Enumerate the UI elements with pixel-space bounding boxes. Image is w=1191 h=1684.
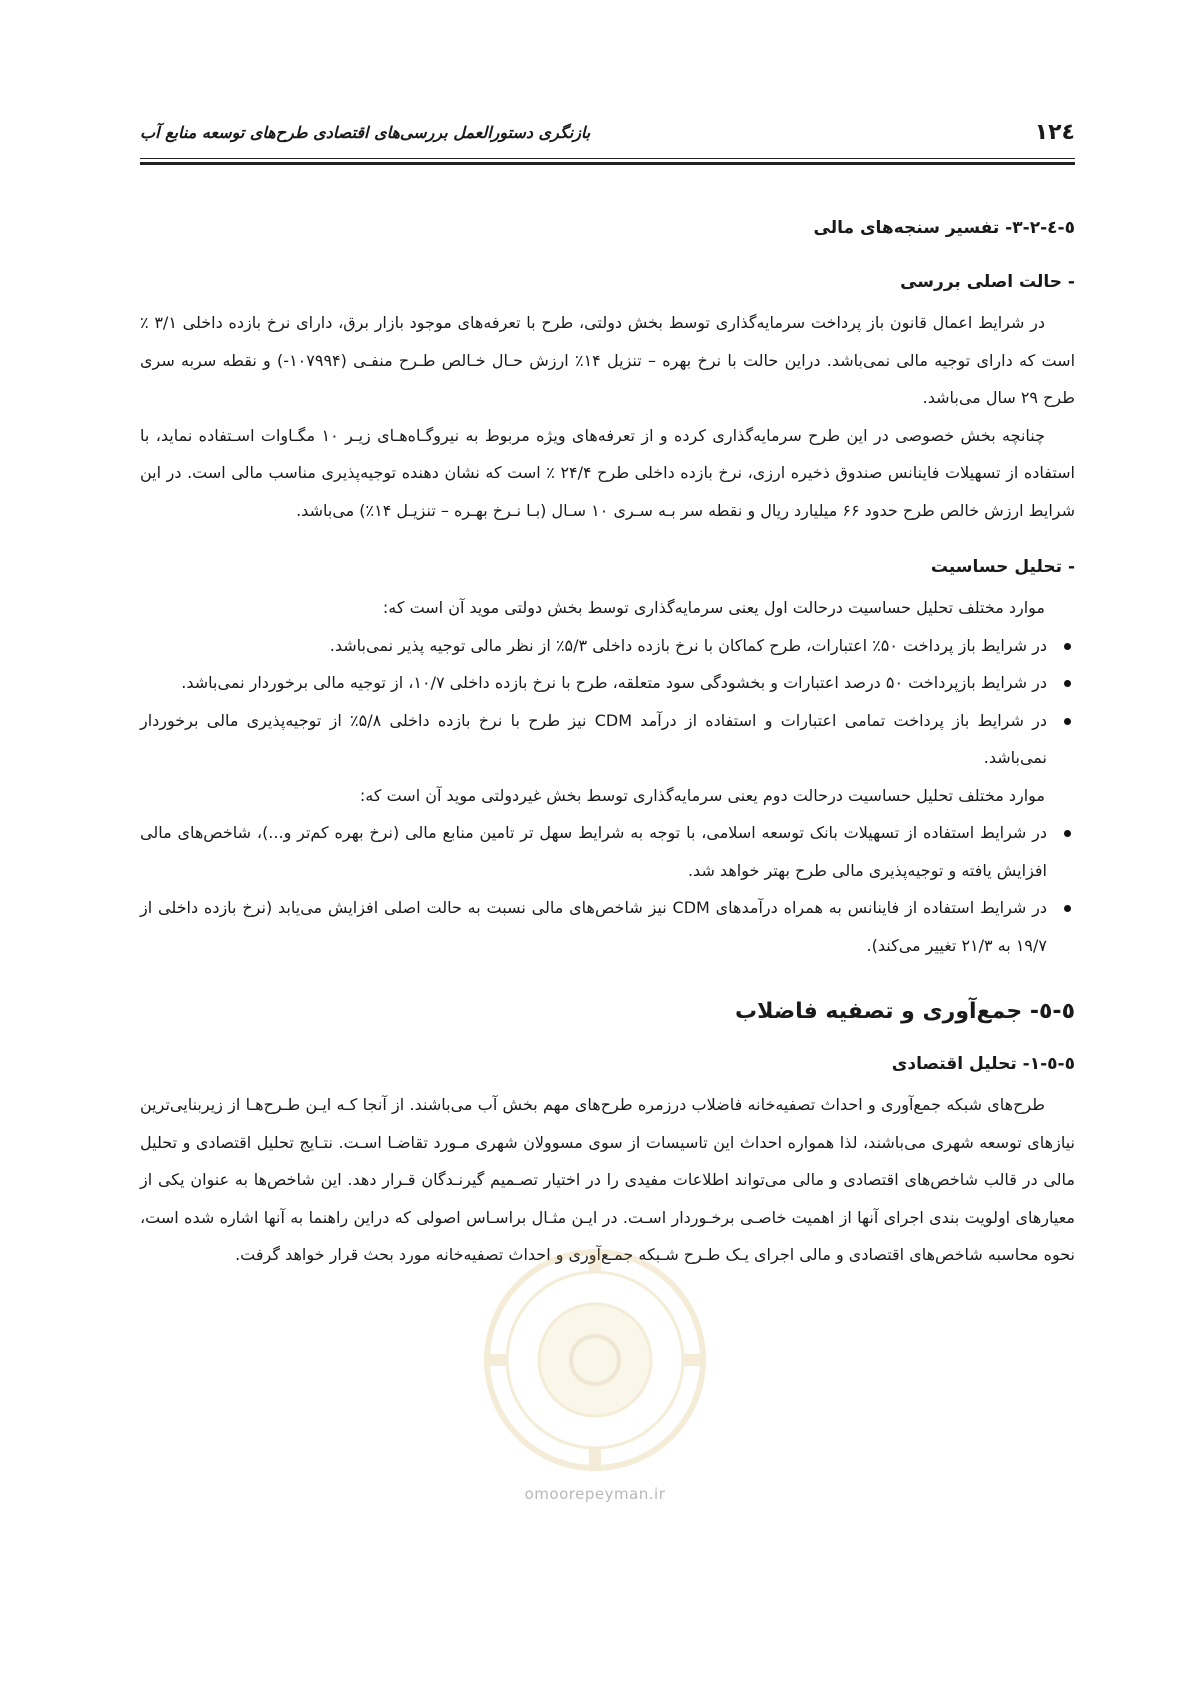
list-item — [140, 664, 1075, 702]
paragraph-base-case-2: چنانچه بخش خصوصی در این طرح سرمایه‌گذاری کرده و از تعرفه‌های ویژه مربوط به نیروگـاه‌هـای زیـر ۱۰ مگـاوات اسـتفاده نماید، با استفاده از تسهیلات فاینانس صندوق ذخیره ارزی، نرخ بازده داخلی طرح ۲۴/۴ ٪ است که نشان دهنده توجیه‌پذیری مناسب مالی است. در این شرایط ارزش خالص طرح حدود ۶۶ میلیارد ریال و نقطه سر بـه سـری ۱۰ سـال (بـا نـرخ بهـره – تنزیـل ۱۴٪) می‌باشد. — [140, 425, 1076, 520]
page-number: ۱۲٤ — [1034, 120, 1075, 145]
sensitivity-lead-1: موارد مختلف تحلیل حساسیت درحالت اول یعنی سرمایه‌گذاری توسط بخش دولتی موید آن است که: — [382, 598, 1045, 617]
bullet-icon — [1064, 830, 1071, 837]
list-item — [140, 702, 1075, 777]
list-item — [140, 889, 1075, 964]
bullet-list-private — [140, 814, 1075, 964]
bullet-list-public — [140, 627, 1075, 777]
list-item-text: در شرایط استفاده از فاینانس به همراه درآمدهای CDM نیز شاخص‌های مالی نسبت به حالت اصلی افزایش می‌یابد (نرخ بازده داخلی از ۱۹/۷ به ۲۱/۳ تغییر می‌کند). — [140, 898, 1047, 955]
list-item — [140, 627, 1075, 665]
bullet-icon — [1064, 680, 1071, 687]
bullet-icon — [1064, 905, 1071, 912]
paragraph-economic-analysis: طرح‌های شبکه جمع‌آوری و احداث تصفیه‌خانه فاضلاب درزمره طرح‌های مهم بخش آب می‌باشند. از آنجا کـه ایـن طـرح‌هـا از زیربنایی‌ترین نیازهای توسعه شهری می‌باشند، لذا همواره احداث این تاسیسات از سوی مسوولان شهری مـورد تقاضـا اسـت. نتـایج تحلیل اقتصادی و تحلیل مالی در قالب شاخص‌های اقتصادی و مالی می‌تواند اطلاعات مفیدی را در اختیار تصـمیم گیرنـدگان قـرار دهد. این شاخص‌ها به عنوان یکی از معیارهای اولویت بندی اجرای آنها از اهمیت خاصـی برخـوردار اسـت. در ایـن مثـال براسـاس اصولی که دراین راهنما به آنها اشاره شده است، نحوه محاسبه شاخص‌های اقتصادی و مالی اجرای یـک طـرح شـبکه جمـع‌آوری و احداث تصفیه‌خانه مورد بحث قرار خواهد گرفت. — [140, 1095, 1075, 1264]
subheading-sensitivity: - تحلیل حساسیت — [930, 557, 1075, 577]
section-heading-wastewater: ٥-٥- جمع‌آوری و تصفیه فاضلاب — [735, 999, 1075, 1024]
header-rule-thick — [140, 162, 1075, 165]
list-item-text: در شرایط استفاده از تسهیلات بانک توسعه اسلامی، با توجه به شرایط سهل تر تامین منابع مالی (نرخ بهره کم‌تر و...)، شاخص‌های مالی افزایش یافته و توجیه‌پذیری مالی طرح بهتر خواهد شد. — [140, 823, 1047, 880]
watermark-site-text: omoorepeyman.ir — [524, 1485, 666, 1503]
header-rule-thin — [140, 158, 1075, 159]
section-heading-financial-metrics: ٥-٤-٢-٣- تفسیر سنجه‌های مالی — [813, 218, 1075, 238]
page-header — [140, 118, 1075, 152]
subheading-economic-analysis: ٥-٥-١- تحلیل اقتصادی — [891, 1054, 1075, 1074]
subheading-base-case: - حالت اصلی بررسی — [900, 272, 1075, 292]
page-content — [140, 212, 1075, 1274]
bullet-icon — [1064, 643, 1071, 650]
list-item-text: در شرایط باز پرداخت ۵۰٪ اعتبارات، طرح کماکان با نرخ بازده داخلی ۵/۳٪ از نظر مالی توجیه پذیر نمی‌باشد. — [329, 635, 1047, 655]
list-item-text: در شرایط بازپرداخت ۵۰ درصد اعتبارات و بخشودگی سود متعلقه، طرح با نرخ بازده داخلی ۱۰/۷، از توجیه مالی برخوردار نمی‌باشد. — [181, 673, 1047, 692]
paragraph-base-case-1: در شرایط اعمال قانون باز پرداخت سرمایه‌گذاری توسط بخش دولتی، طرح با تعرفه‌های موجود بازار برق، دارای نرخ بازده داخلی ۳/۱ ٪ است که دارای توجیه مالی نمی‌باشد. دراین حالت با نرخ بهره – تنزیل ۱۴٪ ارزش حـال خـالص طـرح منفـی (۱۰۷۹۹۴-) و نقطه سربه سری طرح ۲۹ سال می‌باشد. — [140, 313, 1076, 407]
bullet-icon — [1064, 718, 1071, 725]
list-item — [140, 814, 1075, 889]
watermark-seal-icon — [480, 1245, 710, 1475]
sensitivity-lead-2: موارد مختلف تحلیل حساسیت درحالت دوم یعنی سرمایه‌گذاری توسط بخش غیردولتی موید آن است که: — [359, 785, 1045, 805]
list-item-text: در شرایط باز پرداخت تمامی اعتبارات و استفاده از درآمد CDM نیز طرح با نرخ بازده داخلی ۵/۸٪ از توجیه‌پذیری مالی برخوردار نمی‌باشد. — [140, 710, 1047, 767]
running-title: بازنگری دستورالعمل بررسی‌های اقتصادی طرح‌های توسعه منابع آب — [140, 123, 591, 142]
